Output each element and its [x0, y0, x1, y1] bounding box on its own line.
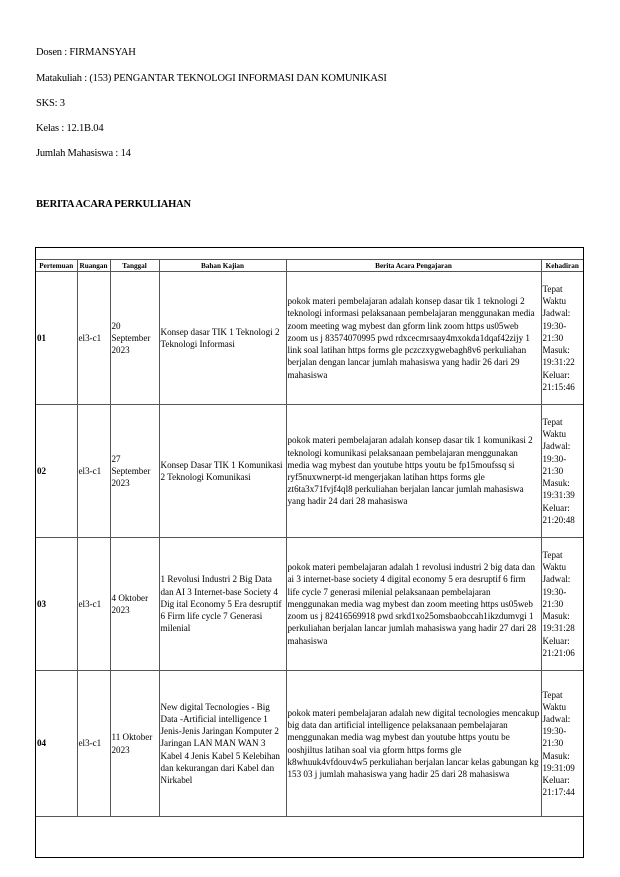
kelas-label: Kelas : 12.1B.04 — [36, 123, 104, 134]
tanggal-cell: 27 September 2023 — [110, 405, 159, 538]
kehadiran-line: Waktu — [542, 562, 567, 573]
tanggal-cell: 4 Oktober 2023 — [110, 538, 159, 671]
kehadiran-line: Masuk: — [542, 345, 570, 356]
kehadiran-line: Masuk: — [542, 611, 570, 622]
kehadiran-line: Jadwal: — [542, 574, 571, 585]
bahan-kajian-cell: 1 Revolusi Industri 2 Big Data dan AI 3 Internet-base Society 4 Dig ital Economy 5 Era desruptif 6 Firm life cycle 7 Generasi milenial — [159, 538, 286, 671]
pertemuan-cell: 03 — [36, 538, 77, 671]
berita-acara-cell: pokok materi pembelajaran adalah konsep dasar tik 1 komunikasi 2 teknologi komunikasi pelaksanaan pembelajaran menggunakan media wag mybest dan youtube https youtu be fp15moufssq si ryf5nuxwnerpt-id mengerjakan latihan https forms gle zt6ta3x71fvjf4ql8 perkuliahan berjalan lancar jumlah mahasiswa yang hadir 24 dari 28 mahasiswa — [286, 405, 541, 538]
pertemuan-cell: 01 — [36, 272, 77, 405]
col-header-tanggal: Tanggal — [110, 260, 159, 272]
bahan-kajian-cell: Konsep dasar TIK 1 Teknologi 2 Teknologi Informasi — [159, 272, 286, 405]
kehadiran-line: Keluar: — [542, 369, 570, 380]
section-title: BERITA ACARA PERKULIAHAN — [36, 199, 191, 210]
kehadiran-line: 19:30- — [542, 320, 567, 331]
kehadiran-line: 21:30 — [542, 738, 564, 749]
kehadiran-line: Waktu — [542, 701, 567, 712]
kehadiran-line: 19:31:39 — [542, 490, 575, 501]
kehadiran-line: Jadwal: — [542, 441, 571, 452]
kehadiran-line: Jadwal: — [542, 308, 571, 319]
kehadiran-line: Tepat — [542, 284, 563, 295]
kehadiran-line: Keluar: — [542, 502, 570, 513]
sks-label: SKS: 3 — [36, 98, 65, 109]
table-row — [36, 671, 583, 817]
tanggal-cell: 11 Oktober 2023 — [110, 671, 159, 817]
matakuliah-label: Matakuliah : (153) PENGANTAR TEKNOLOGI INFORMASI DAN KOMUNIKASI — [36, 73, 387, 84]
kehadiran-line: 19:31:09 — [542, 762, 575, 773]
lecture-report-table — [36, 259, 583, 817]
tanggal-cell: 20 September 2023 — [110, 272, 159, 405]
kehadiran-line: Tepat — [542, 689, 563, 700]
kehadiran-line: 21:15:46 — [542, 381, 575, 392]
kehadiran-line: 19:31:28 — [542, 623, 575, 634]
kehadiran-cell — [541, 538, 583, 671]
kehadiran-line: Tepat — [542, 417, 563, 428]
bahan-kajian-cell: Konsep Dasar TIK 1 Komunikasi 2 Teknologi Komunikasi — [159, 405, 286, 538]
kehadiran-line: 21:20:48 — [542, 514, 575, 525]
berita-acara-cell: pokok materi pembelajaran adalah 1 revolusi industri 2 big data dan ai 3 internet-base society 4 digital economy 5 era desruptif 6 firm life cycle 7 generasi milenial pelaksanaan pembelajaran menggunakan media wag mybest dan zoom meeting https us05web zoom us j 82416569918 pwd srkd1xo25omsbaobccah1ikzdumvgi 1 perkuliahan berjalan lancar jumlah mahasiswa yang hadir 27 dari 28 mahasiswa — [286, 538, 541, 671]
ruangan-cell: el3-c1 — [77, 671, 110, 817]
kehadiran-line: 19:30- — [542, 586, 567, 597]
col-header-pertemuan: Pertemuan — [36, 260, 77, 272]
table-header-row — [36, 260, 583, 272]
table-row — [36, 272, 583, 405]
kehadiran-line: 21:21:06 — [542, 647, 575, 658]
kehadiran-line: 21:17:44 — [542, 787, 575, 798]
berita-acara-cell: pokok materi pembelajaran adalah konsep dasar tik 1 teknologi 2 teknologi informasi pelaksanaan pembelajaran menggunakan media zoom meeting wag mybest dan gform link zoom https us05web zoom us j 83574070995 pwd rdxcecmrsaay4mxokda1dqaf42zijy 1 link soal latihan https forms gle pczczxygwebagh8v6 perkuliahan berjalan dengan lancar jumlah mahasiswa yang hadir 26 dari 29 mahasiswa — [286, 272, 541, 405]
col-header-ruangan: Ruangan — [77, 260, 110, 272]
kehadiran-line: 21:30 — [542, 465, 564, 476]
kehadiran-line: Keluar: — [542, 775, 570, 785]
kehadiran-line: 19:31:22 — [542, 357, 575, 368]
kehadiran-line: Keluar: — [542, 635, 570, 646]
col-header-bahan-kajian: Bahan Kajian — [159, 260, 286, 272]
kehadiran-line: Masuk: — [542, 750, 570, 761]
kehadiran-line: 21:30 — [542, 332, 564, 343]
col-header-berita-acara: Berita Acara Pengajaran — [286, 260, 541, 272]
ruangan-cell: el3-c1 — [77, 538, 110, 671]
kehadiran-line: Masuk: — [542, 478, 570, 489]
col-header-kehadiran: Kehadiran — [541, 260, 583, 272]
kehadiran-line: 21:30 — [542, 598, 564, 609]
kehadiran-cell — [541, 671, 583, 817]
kehadiran-line: 19:30- — [542, 453, 567, 464]
jumlah-mahasiswa-label: Jumlah Mahasiswa : 14 — [36, 148, 131, 159]
berita-acara-cell: pokok materi pembelajaran adalah new digital tecnologies mencakup big data dan artificial intelligence pelaksanaan pembelajaran menggunakan media wag mybest dan youtube https youtu be ooshjiltus latihan soal via gform https forms gle k8whuuk4vfdouv4w5 perkuliahan berjalan lancar kelas gabungan kg 153 03 j jumlah mahasiswa yang hadir 25 dari 28 mahasiswa — [286, 671, 541, 817]
ruangan-cell: el3-c1 — [77, 405, 110, 538]
kehadiran-line: Tepat — [542, 550, 563, 561]
pertemuan-cell: 04 — [36, 671, 77, 817]
kehadiran-cell — [541, 272, 583, 405]
kehadiran-line: Waktu — [542, 429, 567, 440]
kehadiran-cell — [541, 405, 583, 538]
pertemuan-cell: 02 — [36, 405, 77, 538]
table-row — [36, 405, 583, 538]
dosen-label: Dosen : FIRMANSYAH — [36, 47, 136, 58]
ruangan-cell: el3-c1 — [77, 272, 110, 405]
kehadiran-line: Jadwal: — [542, 713, 571, 724]
kehadiran-line: Waktu — [542, 296, 567, 307]
kehadiran-line: 19:30- — [542, 726, 567, 737]
table-row — [36, 538, 583, 671]
bahan-kajian-cell: New digital Tecnologies - Big Data -Artificial intelligence 1 Jenis-Jenis Jaringan Komputer 2 Jaringan LAN MAN WAN 3 Kabel 4 Jenis Kabel 5 Kelebihan dan kekurangan dari Kabel dan Nirkabel — [159, 671, 286, 817]
attendance-table-frame — [35, 247, 584, 858]
